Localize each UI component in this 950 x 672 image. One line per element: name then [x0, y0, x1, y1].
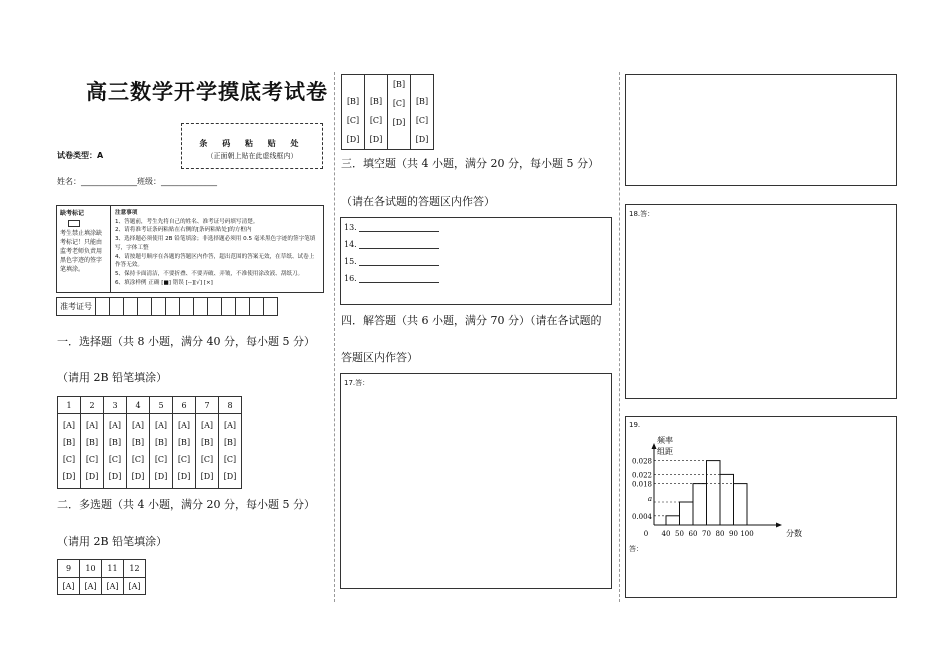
x-tick-label: 70	[702, 530, 711, 538]
q-number: 7	[196, 397, 219, 414]
mc-options-q4[interactable]: [A] [B] [C] [D]	[127, 414, 150, 489]
blank-15[interactable]: 15.	[344, 257, 439, 266]
exam-id-cell[interactable]	[96, 298, 110, 316]
x-tick-label: 40	[661, 530, 671, 538]
barcode-hint: （正面朝上贴在此虚线框内）	[206, 152, 298, 160]
y-tick-label: 0.018	[631, 480, 652, 489]
histogram-bar	[693, 484, 707, 525]
name-class-field[interactable]: 姓名：______________班级：______________	[57, 177, 217, 186]
histogram-bar	[707, 461, 721, 525]
answer-box-17[interactable]	[340, 373, 612, 589]
x-tick-label: 50	[675, 530, 684, 538]
multi-options-q11[interactable]: [B] [C] [D]	[388, 75, 411, 150]
mc-options-q8[interactable]: [A] [B] [C] [D]	[219, 414, 242, 489]
exam-id-cell[interactable]	[180, 298, 194, 316]
blank-16[interactable]: 16.	[344, 274, 439, 283]
x-tick-label: 60	[688, 530, 698, 538]
mc-options-q5[interactable]: [A] [B] [C] [D]	[150, 414, 173, 489]
paper-type: 试卷类型：A	[57, 151, 104, 160]
exam-id-cell[interactable]	[152, 298, 166, 316]
exam-id-cell[interactable]	[264, 298, 278, 316]
histogram-bar	[666, 516, 680, 525]
section2-title: 二．多选题（共 4 小题，满分 20 分，每小题 5 分）	[57, 498, 315, 511]
mc-options-q6[interactable]: [A] [B] [C] [D]	[173, 414, 196, 489]
q-number: 9	[58, 560, 80, 578]
q17-label: 17.答：	[344, 379, 370, 387]
section1-sub: （请用 2B 铅笔填涂）	[57, 371, 168, 384]
y-tick-label: 0.028	[631, 457, 652, 466]
multi-option[interactable]: [A]	[102, 578, 124, 595]
histogram-bar	[720, 474, 734, 525]
notice-line: 5、保持卡面清洁，不要折叠、不要弄破、弄皱，不准使用涂改液、刮纸刀。	[115, 270, 304, 277]
multi-options-q10[interactable]: [B] [C] [D]	[365, 75, 388, 150]
column-divider	[619, 72, 620, 602]
notice-line: 4、请按题号顺序在各题的答题区内作答，超出范围的答案无效，在草纸、试卷上作答无效。	[115, 253, 315, 269]
exam-id-cell[interactable]	[138, 298, 152, 316]
q19-label: 19.	[629, 421, 641, 429]
blank-14[interactable]: 14.	[344, 240, 439, 249]
x-tick-label: 0	[643, 530, 649, 538]
q19-answer-label: 答：	[629, 545, 643, 553]
q-number: 5	[150, 397, 173, 414]
section3-sub: （请在各试题的答题区内作答）	[341, 195, 495, 208]
y-tick-label: a	[647, 495, 652, 503]
mc-options-q1[interactable]: [A] [B] [C] [D]	[58, 414, 81, 489]
x-axis-arrow	[776, 523, 782, 528]
barcode-area	[181, 123, 323, 169]
answer-box-16-cont[interactable]	[625, 74, 897, 186]
q-number: 4	[127, 397, 150, 414]
mc-options-q2[interactable]: [A] [B] [C] [D]	[81, 414, 104, 489]
multi-option[interactable]: [A]	[58, 578, 80, 595]
y-axis-arrow	[652, 443, 657, 449]
mc-options-q7[interactable]: [A] [B] [C] [D]	[196, 414, 219, 489]
multi-grid-9-12[interactable]	[57, 559, 146, 595]
absence-heading: 缺考标记	[60, 210, 85, 217]
mc-number-row	[58, 397, 242, 414]
section4-title: 四．解答题（共 6 小题，满分 70 分）（请在各试题的	[341, 314, 602, 327]
q-number: 1	[58, 397, 81, 414]
histogram-bar	[680, 502, 694, 525]
absence-checkbox[interactable]	[68, 220, 80, 227]
y-axis-label: 组距	[657, 447, 673, 456]
multi-option[interactable]: [A]	[80, 578, 102, 595]
y-axis-label: 频率	[657, 436, 673, 445]
x-tick-label: 100	[740, 530, 754, 538]
notice-line: 3、选择题必须使用 2B 铅笔填涂；非选择题必须用 0.5 毫米黑色字迹的签字笔填写，字体工整	[115, 236, 316, 251]
notice-line: 1、答题前，考生先将自己的姓名、准考证号码填写清楚。	[115, 218, 259, 225]
absence-mark	[57, 206, 111, 292]
blank-13[interactable]: 13.	[344, 223, 439, 232]
exam-id-cell[interactable]	[166, 298, 180, 316]
q18-label: 18.答：	[629, 210, 655, 218]
x-axis-label: 分数	[786, 529, 802, 538]
fill-blank-area[interactable]	[340, 217, 612, 305]
answer-box-18[interactable]	[625, 204, 897, 399]
q-number: 12	[124, 560, 146, 578]
exam-id-label: 准考证号	[57, 298, 96, 316]
q-number: 8	[219, 397, 242, 414]
barcode-label: 条 码 粘 贴 处	[199, 139, 305, 148]
q-number: 2	[81, 397, 104, 414]
section2-sub: （请用 2B 铅笔填涂）	[57, 535, 168, 548]
exam-id-cell[interactable]	[124, 298, 138, 316]
q-number: 3	[104, 397, 127, 414]
exam-id-cell[interactable]	[222, 298, 236, 316]
multi-grid-continued[interactable]	[341, 74, 434, 150]
absence-text: 考生禁止填涂缺考标记！只能由监考老师负责用黑色字迹的签字笔填涂。	[60, 230, 103, 273]
histogram-bar	[734, 484, 748, 525]
notice-heading: 注意事项	[115, 210, 138, 216]
multi-option[interactable]: [A]	[124, 578, 146, 595]
exam-id-cell[interactable]	[208, 298, 222, 316]
y-tick-label: 0.022	[631, 471, 652, 480]
exam-id-cell[interactable]	[194, 298, 208, 316]
mc-options-row[interactable]	[58, 414, 242, 489]
y-tick-label: 0.004	[631, 512, 652, 521]
mc-grid-1-8[interactable]	[57, 396, 242, 489]
mc-options-q3[interactable]: [A] [B] [C] [D]	[104, 414, 127, 489]
page-title: 高三数学开学摸底考试卷	[86, 80, 328, 104]
exam-id-grid[interactable]	[56, 297, 278, 316]
exam-id-cell[interactable]	[110, 298, 124, 316]
exam-id-cell[interactable]	[236, 298, 250, 316]
notice-line: 2、请将准考证条码粘贴在右侧的[条码粘贴处]的方框内	[115, 227, 252, 234]
x-tick-label: 90	[729, 530, 738, 538]
answer-box-19[interactable]	[625, 416, 897, 598]
section3-title: 三．填空题（共 4 小题，满分 20 分，每小题 5 分）	[341, 157, 599, 170]
x-tick-label: 80	[715, 530, 725, 538]
column-divider	[334, 72, 335, 602]
section4-title-cont: 答题区内作答）	[341, 351, 418, 364]
section1-title: 一．选择题（共 8 小题，满分 40 分，每小题 5 分）	[57, 335, 315, 348]
q-number: 11	[102, 560, 124, 578]
frequency-histogram	[626, 433, 802, 553]
exam-id-cell[interactable]	[250, 298, 264, 316]
q-number: 10	[80, 560, 102, 578]
q-number: 6	[173, 397, 196, 414]
multi-options-q12[interactable]: [B] [C] [D]	[411, 75, 434, 150]
multi-options-q9[interactable]: [B] [C] [D]	[342, 75, 365, 150]
notice-box	[56, 205, 324, 293]
notice-rules	[111, 206, 323, 292]
notice-line: 6、填涂样例 正确 [■] 错误 [--][√] [×]	[115, 279, 213, 286]
